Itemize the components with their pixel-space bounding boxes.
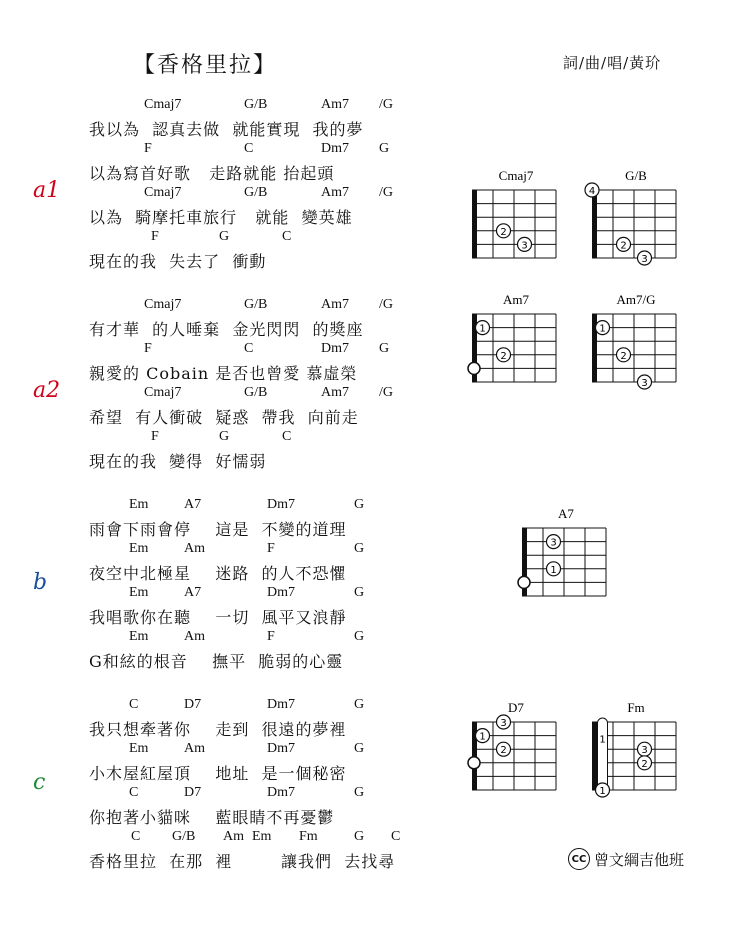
chord-symbol: Am — [184, 541, 205, 556]
barre-finger: 1 — [599, 734, 606, 746]
chord-diagram — [584, 292, 692, 398]
chord-symbol: Cmaj7 — [144, 185, 182, 200]
chord-line — [89, 827, 401, 849]
chord-symbol: Em — [252, 829, 272, 844]
nut — [472, 190, 477, 258]
finger-number: 1 — [479, 731, 486, 743]
open-string-marker — [518, 576, 530, 588]
finger-number: 1 — [599, 786, 606, 797]
lyric-block — [89, 695, 401, 871]
lyric-line: 你抱著小貓咪 藍眼睛不再憂鬱 — [89, 808, 335, 827]
chord-symbol: F — [144, 341, 152, 356]
chord-diagram-name: Fm — [627, 700, 645, 715]
chord-line — [89, 583, 365, 605]
cc-icon: CC — [568, 848, 590, 870]
chord-symbol: Dm7 — [321, 141, 349, 156]
chord-symbol: F — [144, 141, 152, 156]
chord-line — [89, 383, 393, 405]
finger-number: 2 — [500, 350, 507, 362]
chord-symbol: C — [129, 785, 139, 800]
chord-line — [89, 739, 395, 761]
open-string-marker — [468, 757, 480, 769]
chord-symbol: F — [267, 541, 275, 556]
chord-symbol: Am7 — [321, 97, 349, 112]
chord-symbol: Am7 — [321, 297, 349, 312]
lyric-line: 希望 有人衝破 疑惑 帶我 向前走 — [89, 408, 359, 427]
chord-symbol: G — [379, 141, 390, 156]
finger-number: 2 — [500, 226, 507, 238]
chord-symbol: G/B — [172, 829, 196, 844]
chord-symbol: C — [131, 829, 141, 844]
chord-symbol: Dm7 — [321, 341, 349, 356]
chord-symbol: Dm7 — [267, 585, 295, 600]
finger-number: 3 — [641, 378, 648, 389]
open-string-marker — [468, 362, 480, 374]
footer — [568, 848, 684, 870]
chord-diagram — [464, 700, 572, 806]
chord-diagram-name: G/B — [625, 168, 647, 183]
chord-symbol: A7 — [184, 497, 202, 512]
finger-number: 3 — [641, 745, 648, 757]
chord-diagram-name: Cmaj7 — [498, 168, 534, 183]
chord-line — [89, 183, 393, 205]
finger-number: 2 — [620, 240, 627, 252]
chord-symbol: Cmaj7 — [144, 297, 182, 312]
chord-line — [89, 339, 390, 361]
chord-symbol: G — [354, 697, 365, 712]
section-label: a2 — [33, 378, 61, 403]
chord-symbol: C — [244, 341, 254, 356]
chord-line — [89, 227, 364, 249]
chord-symbol: Dm7 — [267, 785, 295, 800]
chord-symbol: C — [244, 141, 254, 156]
chord-symbol: Dm7 — [267, 741, 295, 756]
chord-symbol: G/B — [244, 385, 268, 400]
chord-symbol: Cmaj7 — [144, 97, 182, 112]
finger-number: 1 — [479, 323, 486, 335]
chord-symbol: G — [379, 341, 390, 356]
chord-symbol: Em — [129, 541, 149, 556]
section-label: b — [33, 570, 48, 595]
chord-symbol: A7 — [184, 585, 202, 600]
chord-symbol: Am7 — [321, 385, 349, 400]
lyric-line: 小木屋紅屋頂 地址 是一個秘密 — [89, 764, 347, 783]
finger-number: 1 — [550, 564, 557, 576]
chord-symbol: Am — [184, 741, 205, 756]
chord-symbol: Em — [129, 497, 149, 512]
lyric-block — [89, 95, 393, 271]
chord-diagram-name: Am7 — [503, 292, 529, 307]
chord-symbol: D7 — [184, 785, 202, 800]
chord-diagram — [584, 168, 692, 274]
lyric-line: 夜空中北極星 迷路 的人不恐懼 — [89, 564, 347, 583]
chord-symbol: F — [151, 429, 159, 444]
lyric-block — [89, 295, 393, 471]
finger-number: 2 — [641, 758, 648, 770]
chord-diagram — [464, 168, 572, 274]
lyric-line: G和絃的根音 撫平 脆弱的心靈 — [89, 652, 344, 671]
finger-number: 3 — [641, 254, 648, 265]
chord-symbol: G — [219, 229, 230, 244]
lyric-line: 現在的我 變得 好懦弱 — [89, 452, 267, 471]
lyric-line: 現在的我 失去了 衝動 — [89, 252, 267, 271]
chord-line — [89, 495, 365, 517]
finger-number: 4 — [588, 186, 596, 197]
chord-diagram — [514, 506, 622, 612]
chord-diagram-name: A7 — [558, 506, 574, 521]
chord-line — [89, 539, 365, 561]
chord-diagram — [464, 292, 572, 398]
finger-number: 3 — [550, 537, 557, 549]
chord-line — [89, 95, 393, 117]
lyric-line: 以為 騎摩托車旅行 就能 變英雄 — [89, 208, 353, 227]
chord-symbol: Em — [129, 585, 149, 600]
chord-symbol: /G — [379, 385, 393, 400]
lyric-line: 親愛的 Cobain 是否也曾愛 慕虛榮 — [89, 364, 358, 383]
lyric-line: 我只想牽著你 走到 很遠的夢裡 — [89, 720, 347, 739]
nut — [592, 190, 597, 258]
chord-symbol: /G — [379, 185, 393, 200]
chord-symbol: Em — [129, 629, 149, 644]
chord-line — [89, 295, 393, 317]
chord-symbol: Dm7 — [267, 697, 295, 712]
chord-symbol: Em — [129, 741, 149, 756]
chord-symbol: G — [354, 541, 365, 556]
chord-symbol: C — [282, 429, 292, 444]
lyric-block — [89, 495, 365, 671]
chord-symbol: Cmaj7 — [144, 385, 182, 400]
credits: 詞/曲/唱/黃玠 — [563, 54, 662, 72]
chord-symbol: C — [391, 829, 401, 844]
chord-symbol: G — [354, 585, 365, 600]
chord-diagram-name: Am7/G — [616, 292, 656, 307]
chord-symbol: G/B — [244, 97, 268, 112]
finger-number: 3 — [521, 240, 528, 252]
chord-symbol: Dm7 — [267, 497, 295, 512]
lyric-line: 香格里拉 在那 裡 讓我們 去找尋 — [89, 852, 396, 871]
finger-number: 2 — [500, 745, 507, 757]
chord-line — [89, 139, 390, 161]
finger-number: 1 — [599, 323, 606, 335]
lyric-line: 有才華 的人唾棄 金光閃閃 的獎座 — [89, 320, 364, 339]
section-label: a1 — [33, 178, 61, 203]
chord-line — [89, 783, 395, 805]
section-label: c — [33, 770, 46, 795]
chord-symbol: F — [267, 629, 275, 644]
lyric-line: 雨會下雨會停 這是 不變的道理 — [89, 520, 347, 539]
song-title: 【香格里拉】 — [133, 53, 278, 78]
lyric-line: 我唱歌你在聽 一切 風平又浪靜 — [89, 608, 347, 627]
chord-line — [89, 695, 395, 717]
chord-symbol: G/B — [244, 185, 268, 200]
chord-symbol: Am — [184, 629, 205, 644]
footer-text: 曾文綱吉他班 — [594, 850, 685, 869]
chord-line — [89, 427, 364, 449]
chord-line — [89, 627, 365, 649]
lyric-line: 我以為 認真去做 就能實現 我的夢 — [89, 120, 364, 139]
chord-symbol: /G — [379, 297, 393, 312]
chord-symbol: F — [151, 229, 159, 244]
chord-symbol: Am7 — [321, 185, 349, 200]
chord-symbol: C — [129, 697, 139, 712]
lyric-line: 以為寫首好歌 走路就能 抬起頭 — [89, 164, 335, 183]
chord-symbol: C — [282, 229, 292, 244]
finger-number: 3 — [500, 718, 507, 729]
chord-symbol: G — [354, 497, 365, 512]
finger-number: 2 — [620, 350, 627, 362]
chord-symbol: G — [354, 785, 365, 800]
nut — [592, 722, 597, 790]
chord-symbol: G — [354, 629, 365, 644]
chord-symbol: G — [219, 429, 230, 444]
chord-symbol: Am — [223, 829, 244, 844]
chord-symbol: G/B — [244, 297, 268, 312]
chord-symbol: D7 — [184, 697, 202, 712]
chord-symbol: Fm — [299, 829, 318, 844]
chord-symbol: /G — [379, 97, 393, 112]
chord-diagram — [584, 700, 692, 806]
chord-symbol: G — [354, 741, 365, 756]
chord-symbol: G — [354, 829, 365, 844]
chord-diagram-name: D7 — [508, 700, 524, 715]
